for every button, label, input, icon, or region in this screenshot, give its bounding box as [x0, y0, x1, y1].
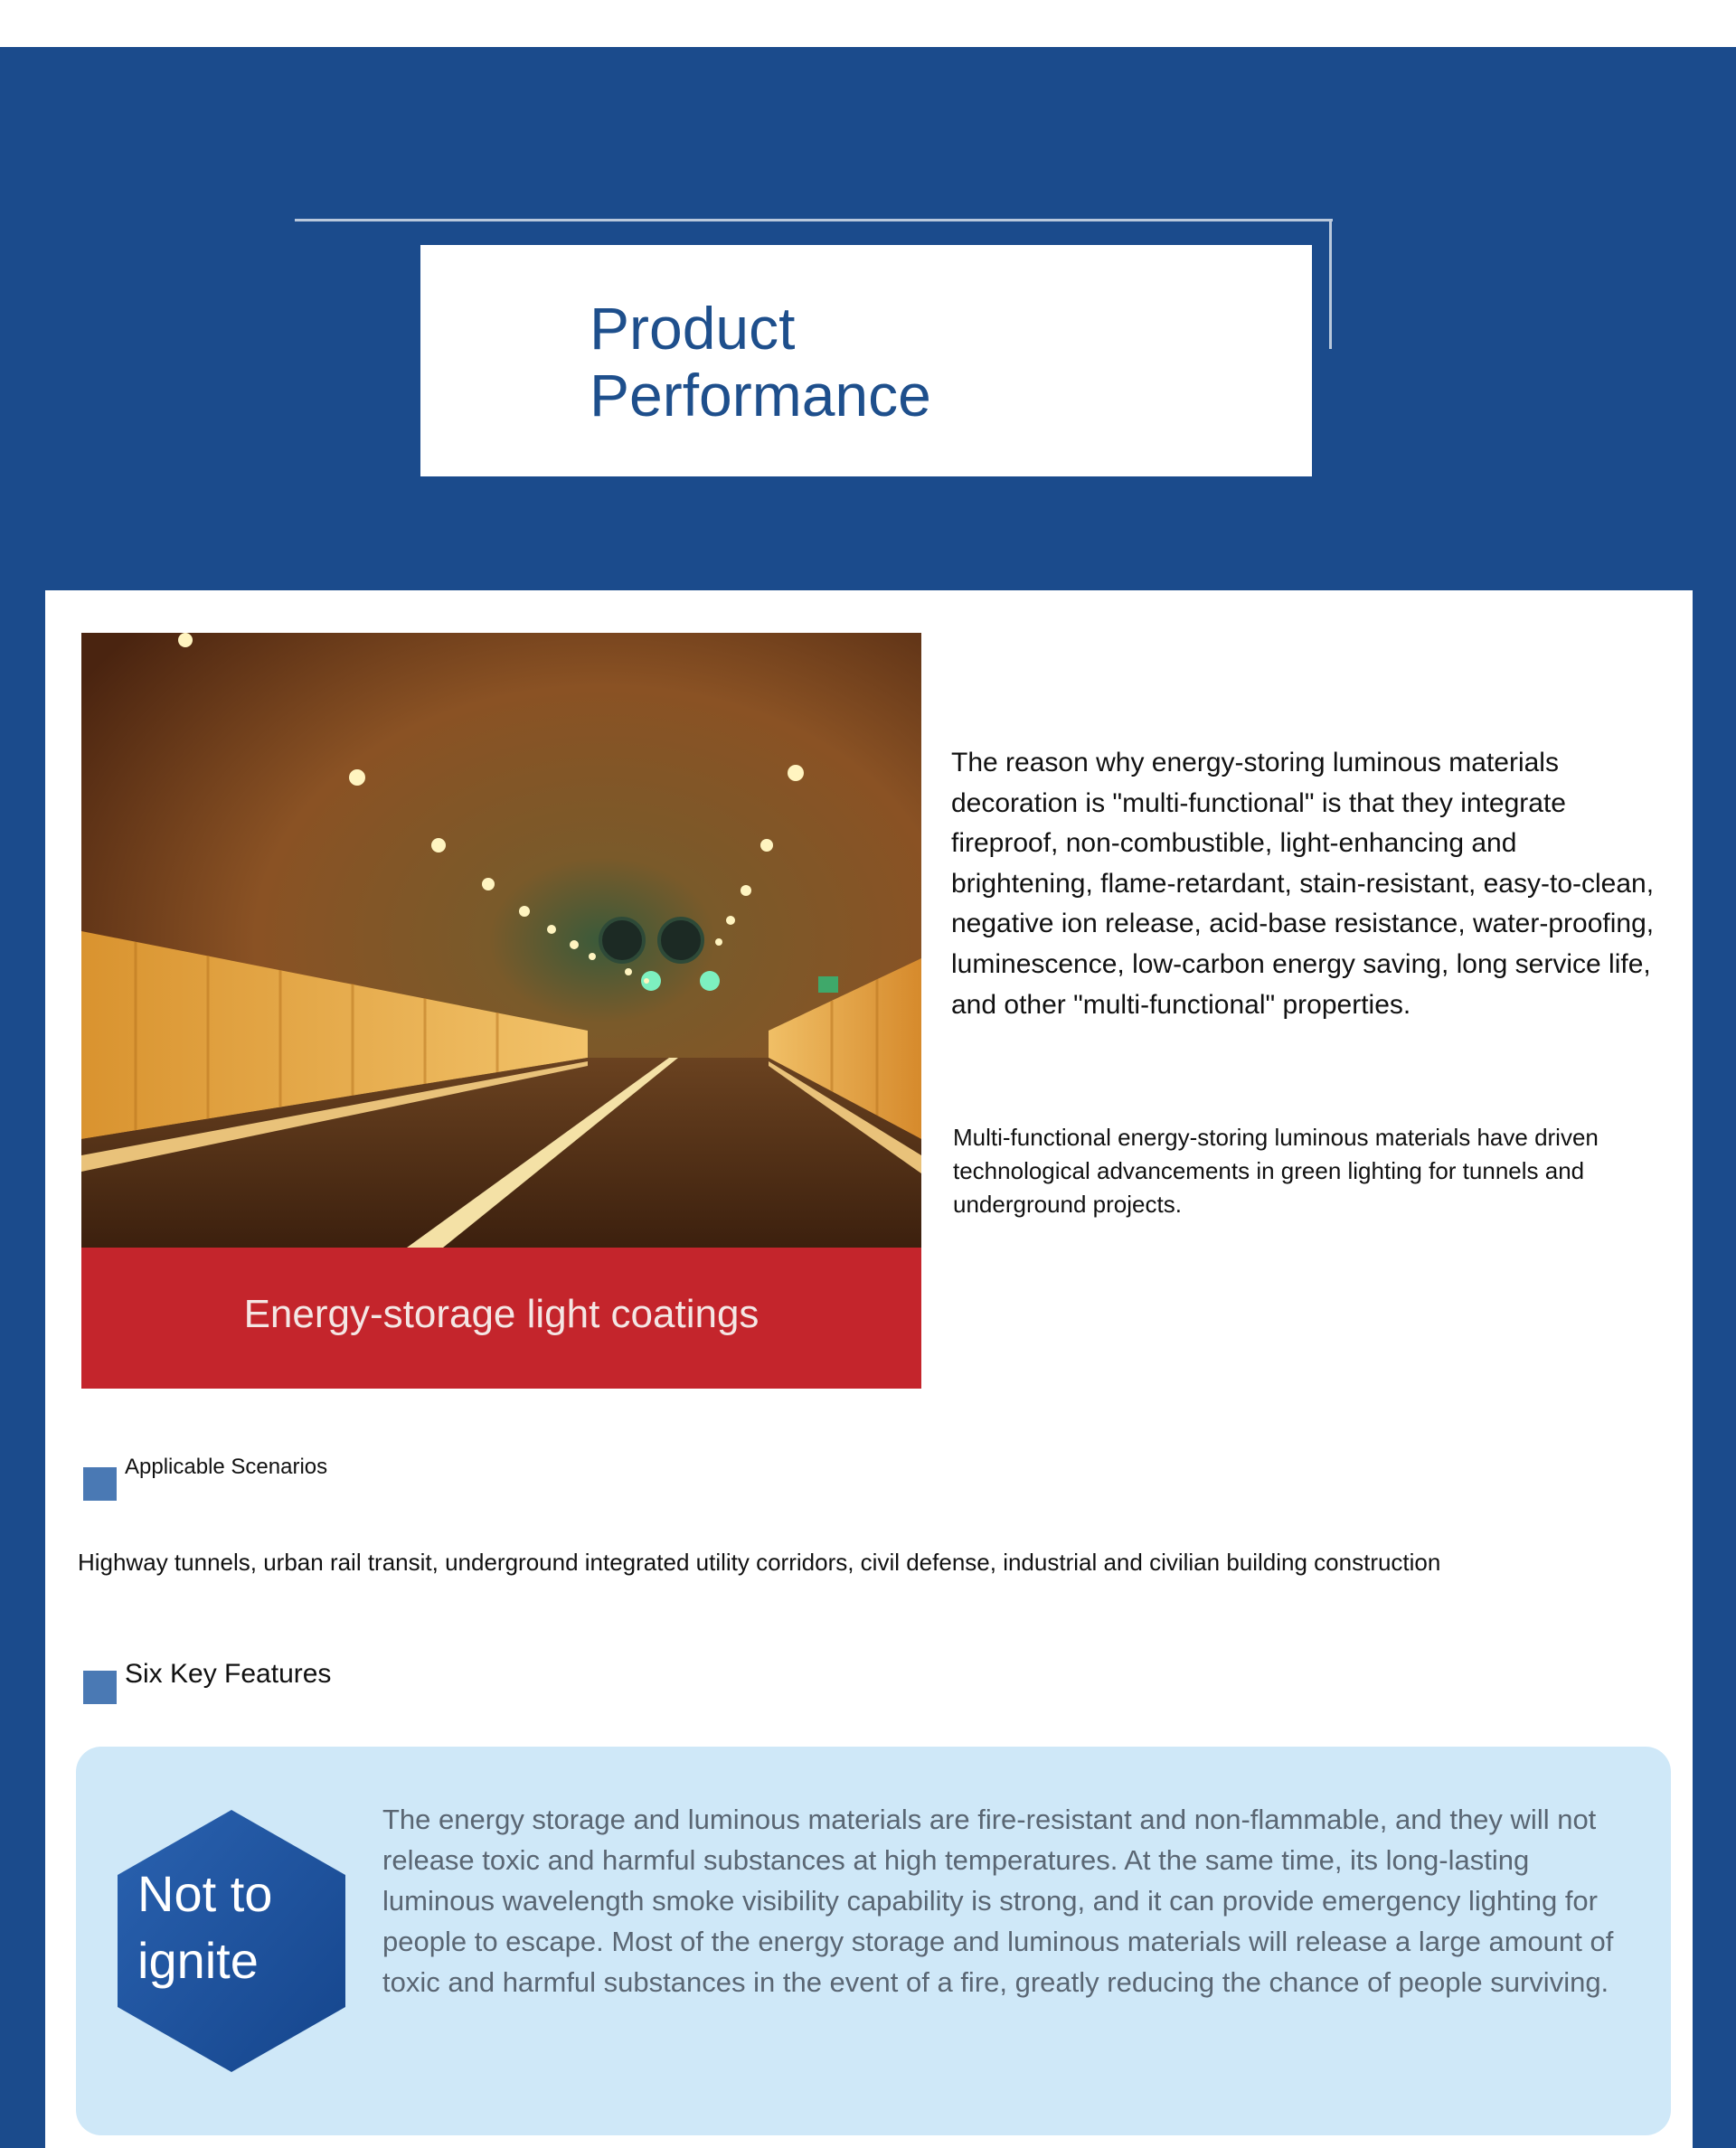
photo-caption-bar [81, 1248, 921, 1389]
features-heading: Six Key Features [125, 1659, 332, 1689]
scenarios-heading: Applicable Scenarios [125, 1455, 328, 1479]
top-margin-strip [0, 0, 1736, 47]
section-marker-square-icon [83, 1467, 117, 1501]
feature-label: Not to ignite [137, 1865, 273, 1989]
tunnel-photo [81, 633, 921, 1248]
scenarios-text: Highway tunnels, urban rail transit, underground integrated utility corridors, civil defense, industrial and civilian building construction [78, 1549, 1441, 1576]
section-marker-square-icon [83, 1671, 117, 1704]
title-frame-line-top [295, 219, 1333, 221]
page-title: Product Performance [590, 295, 931, 429]
photo-caption: Energy-storage light coatings [243, 1292, 760, 1336]
title-frame-line-right [1329, 219, 1332, 349]
intro-paragraph: The reason why energy-storing luminous materials decoration is "multi-functional" is that they integrate fireproof, non-combustible, light-enhancing and brightening, flame-retardant, stain-resistant, easy-to-clean, negative ion release, acid-base resistance, water-proofing, luminescence, low-carbon energy saving, long service life, and other "multi-functional" properties. [951, 748, 1655, 1020]
intro-paragraph-secondary: Multi-functional energy-storing luminous materials have driven technological advancements in green lighting for tunnels and underground projects. [953, 1124, 1599, 1218]
feature-description: The energy storage and luminous materials are fire-resistant and non-flammable, and they will not release toxic and harmful substances at high temperatures. At the same time, its long-lasting luminous wavelength smoke visibility capability is strong, and it can provide emergency lighting for people to escape. Most of the energy storage and luminous materials will release a large amount of toxic and harmful substances in the event of a fire, greatly reducing the chance of people surviving. [382, 1804, 1614, 1998]
